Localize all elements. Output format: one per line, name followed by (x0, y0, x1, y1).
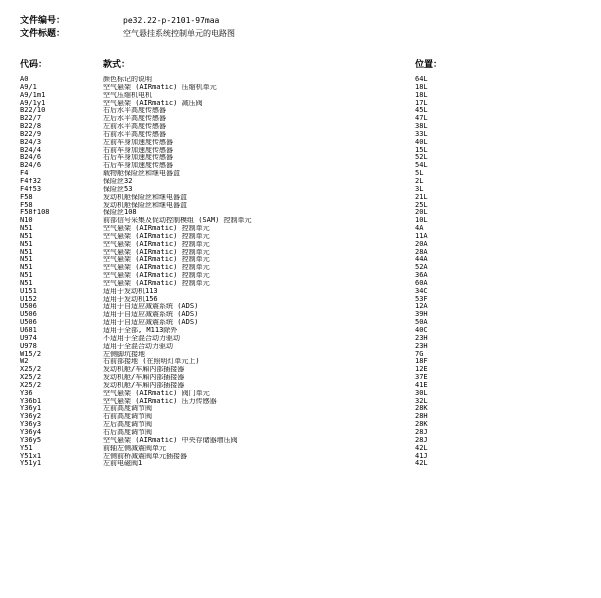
list-item (0, 249, 601, 257)
item-position: 38L (415, 122, 428, 131)
item-description: 前轴左侧减震阀单元 (103, 444, 166, 452)
item-code: B22/8 (20, 123, 42, 131)
item-position: 23H (415, 341, 428, 350)
list-item (0, 264, 601, 272)
item-code: N51 (20, 279, 33, 287)
list-item (0, 327, 601, 335)
item-position: 28K (415, 420, 428, 429)
item-description: 空气压缩机电机 (103, 91, 152, 99)
item-description: 空气悬架 (AIRmatic) 控制单元 (103, 225, 210, 233)
item-position: 12A (415, 302, 428, 311)
item-description: 空气悬架 (AIRmatic) 控制单元 (103, 279, 210, 287)
item-code: F58 (20, 193, 33, 201)
item-description: 空气悬架 (AIRmatic) 控制单元 (103, 248, 210, 256)
item-code: N51 (20, 248, 33, 256)
item-position: 28A (415, 247, 428, 256)
list-item (0, 358, 601, 366)
item-description: 右前部接地 (在照明灯单元上) (103, 358, 200, 366)
list-item (0, 186, 601, 194)
item-description: 空气悬架 (AIRmatic) 压力传感器 (103, 397, 217, 405)
list-item (0, 429, 601, 437)
item-code: A0 (20, 76, 29, 83)
list-item (0, 194, 601, 202)
item-description: 保险丝108 (103, 209, 137, 217)
item-description: 左前车身加速度传感器 (103, 138, 173, 146)
item-code: N51 (20, 240, 33, 248)
item-description: 右后水平高度传感器 (103, 107, 166, 115)
column-header-position: 位置： (415, 60, 443, 70)
item-description: 发动机舱/车厢内部插接器 (103, 381, 185, 389)
item-position: 17L (415, 98, 428, 107)
list-item (0, 445, 601, 453)
list-item (0, 343, 601, 351)
item-description: 适用于全混合动力驱动 (103, 342, 173, 350)
item-description: 发动机舱/车厢内部插接器 (103, 366, 185, 374)
item-description: 右后高度调节阀 (103, 428, 152, 436)
list-item (0, 92, 601, 100)
column-header-description: 款式： (103, 60, 131, 70)
item-code: B24/6 (20, 162, 42, 170)
item-position: 25L (415, 200, 428, 209)
item-code: B22/9 (20, 130, 42, 138)
list-item (0, 123, 601, 131)
item-code: F4f32 (20, 177, 42, 185)
list-item (0, 460, 601, 468)
item-position: 41J (415, 451, 428, 460)
item-description: 左前高度调节阀 (103, 405, 152, 413)
item-position: 47L (415, 114, 428, 123)
item-code: Y51x1 (20, 452, 42, 460)
item-description: 空气悬架 (AIRmatic) 控制单元 (103, 232, 210, 240)
list-item (0, 296, 601, 304)
item-position: 32L (415, 396, 428, 405)
item-position: 50A (415, 318, 428, 327)
list-item (0, 366, 601, 374)
component-list (0, 76, 601, 468)
item-position: 4A (415, 224, 424, 233)
item-code: A9/1m1 (20, 91, 46, 99)
item-position: 40C (415, 326, 428, 334)
file-title-row (20, 28, 235, 39)
list-item (0, 374, 601, 382)
item-code: Y36y5 (20, 436, 42, 444)
item-description: 发动机舱保险丝和继电器盒 (103, 201, 187, 209)
item-position: 42L (415, 443, 428, 452)
item-description: 适用于自适应减震系统 (ADS) (103, 303, 199, 311)
list-item (0, 453, 601, 461)
item-position: 52A (415, 263, 428, 272)
list-item (0, 413, 601, 421)
item-description: 右后车身加速度传感器 (103, 154, 173, 162)
item-code: N51 (20, 232, 33, 240)
item-description: 不适用于全混合动力驱动 (103, 334, 180, 342)
item-code: W15/2 (20, 350, 42, 358)
list-item (0, 382, 601, 390)
item-description: 保险丝53 (103, 185, 133, 193)
item-code: U978 (20, 342, 37, 350)
list-item (0, 390, 601, 398)
file-number-value: pe32.22-p-2101-97maa (123, 16, 220, 25)
item-description: 左后高度调节阀 (103, 421, 152, 429)
item-code: A9/1 (20, 83, 37, 91)
list-item (0, 139, 601, 147)
item-description: 适用于发动机156 (103, 295, 158, 303)
item-code: Y36y1 (20, 405, 42, 413)
item-code: U506 (20, 303, 37, 311)
item-code: U152 (20, 295, 37, 303)
item-position: 53F (415, 294, 428, 303)
item-description: 空气悬架 (AIRmatic) 控制单元 (103, 256, 210, 264)
item-code: B24/4 (20, 146, 42, 154)
list-item (0, 405, 601, 413)
list-item (0, 162, 601, 170)
item-code: B22/7 (20, 115, 42, 123)
item-code: B22/10 (20, 107, 46, 115)
item-description: 发动机舱保险丝和继电器盒 (103, 193, 187, 201)
list-item (0, 311, 601, 319)
item-position: 28K (415, 404, 428, 413)
list-item (0, 170, 601, 178)
item-code: W2 (20, 358, 29, 366)
item-code: U974 (20, 334, 37, 342)
item-description: 空气悬架 (AIRmatic) 控制单元 (103, 240, 210, 248)
item-position: 37E (415, 373, 428, 382)
item-description: 空气悬架 (AIRmatic) 阀门单元 (103, 389, 210, 397)
list-item (0, 100, 601, 108)
item-code: N51 (20, 272, 33, 280)
item-description: 适用于全部, M113除外 (103, 327, 178, 334)
item-code: Y51y1 (20, 460, 42, 468)
item-code: N10 (20, 217, 33, 225)
item-position: 36A (415, 271, 428, 280)
item-code: Y36y4 (20, 428, 42, 436)
item-code: F58 (20, 201, 33, 209)
list-item (0, 421, 601, 429)
item-description: 空气悬架 (AIRmatic) 控制单元 (103, 272, 210, 280)
list-item (0, 217, 601, 225)
item-description: 左后水平高度传感器 (103, 115, 166, 123)
file-title-label: 文件标题： (20, 29, 66, 39)
item-code: U506 (20, 319, 37, 327)
item-position: 41E (415, 380, 428, 389)
item-description: 适用于自适应减震系统 (ADS) (103, 311, 199, 319)
item-code: Y51 (20, 444, 33, 452)
item-code: F4f53 (20, 185, 42, 193)
item-position: 34C (415, 286, 428, 295)
item-description: 右前高度调节阀 (103, 413, 152, 421)
list-item (0, 84, 601, 92)
item-description: 左前水平高度传感器 (103, 123, 166, 131)
list-item (0, 154, 601, 162)
item-position: 12E (415, 365, 428, 374)
item-description: 空气悬架 (AIRmatic) 减压阀 (103, 99, 203, 107)
item-description: 右前车身加速度传感器 (103, 146, 173, 154)
list-item (0, 272, 601, 280)
item-code: Y36 (20, 389, 33, 397)
item-position: 20L (415, 208, 428, 217)
list-item (0, 398, 601, 406)
list-item (0, 280, 601, 288)
item-code: A9/1y1 (20, 99, 46, 107)
list-item (0, 351, 601, 359)
item-position: 30L (415, 388, 428, 397)
file-number-row (20, 15, 219, 26)
item-position: 18L (415, 90, 428, 99)
item-code: B24/6 (20, 154, 42, 162)
list-item (0, 437, 601, 445)
item-position: 10L (415, 216, 428, 225)
item-position: 33L (415, 129, 428, 138)
item-position: 54L (415, 161, 428, 170)
item-code: U506 (20, 311, 37, 319)
item-position: 60A (415, 278, 428, 287)
item-description: 右前水平高度传感器 (103, 130, 166, 138)
item-code: N51 (20, 256, 33, 264)
item-position: 45L (415, 106, 428, 115)
item-code: X25/2 (20, 366, 42, 374)
item-description: 适用于发动机113 (103, 287, 158, 295)
item-code: U681 (20, 327, 37, 334)
list-item (0, 256, 601, 264)
item-position: 15L (415, 145, 428, 154)
item-description: 载物舱保险丝和继电器盒 (103, 170, 180, 178)
item-description: 保险丝32 (103, 177, 133, 185)
item-position: 28H (415, 412, 428, 421)
item-position: 7G (415, 349, 424, 358)
list-item (0, 76, 601, 84)
item-code: Y36b1 (20, 397, 42, 405)
item-position: 21L (415, 192, 428, 201)
item-position: 64L (415, 75, 428, 83)
list-item (0, 202, 601, 210)
list-item (0, 335, 601, 343)
item-code: X25/2 (20, 381, 42, 389)
item-code: Y36y3 (20, 421, 42, 429)
item-position: 18L (415, 82, 428, 91)
item-position: 28J (415, 435, 428, 444)
item-code: N51 (20, 225, 33, 233)
item-position: 18F (415, 357, 428, 366)
item-code: B24/3 (20, 138, 42, 146)
item-position: 40L (415, 137, 428, 146)
list-item (0, 107, 601, 115)
list-item (0, 147, 601, 155)
item-description: 颜色标记的说明 (103, 76, 152, 83)
item-position: 2L (415, 176, 424, 185)
item-description: 发动机舱/车厢内部插接器 (103, 374, 185, 382)
item-code: Y36y2 (20, 413, 42, 421)
item-position: 3L (415, 184, 424, 193)
item-code: F58f108 (20, 209, 50, 217)
item-code: U151 (20, 287, 37, 295)
list-item (0, 303, 601, 311)
list-item (0, 241, 601, 249)
list-item (0, 288, 601, 296)
item-position: 39H (415, 310, 428, 319)
item-position: 20A (415, 239, 428, 248)
item-description: 前部信号采集及促动控制模组 (SAM) 控制单元 (103, 217, 252, 225)
item-position: 5L (415, 169, 424, 178)
item-position: 28J (415, 427, 428, 436)
item-position: 11A (415, 231, 428, 240)
item-position: 42L (415, 459, 428, 468)
list-item (0, 225, 601, 233)
item-code: F4 (20, 170, 29, 178)
list-item (0, 131, 601, 139)
file-number-label: 文件编号： (20, 16, 66, 26)
item-description: 适用于自适应减震系统 (ADS) (103, 319, 199, 327)
item-code: X25/2 (20, 374, 42, 382)
list-item (0, 233, 601, 241)
item-description: 空气悬架 (AIRmatic) 压缩机单元 (103, 83, 217, 91)
item-description: 空气悬架 (AIRmatic) 控制单元 (103, 264, 210, 272)
item-description: 左前电磁阀1 (103, 460, 143, 468)
list-item (0, 178, 601, 186)
item-position: 52L (415, 153, 428, 162)
item-position: 44A (415, 255, 428, 264)
list-item (0, 319, 601, 327)
item-description: 左侧脚坑接地 (103, 350, 145, 358)
item-code: N51 (20, 264, 33, 272)
item-position: 23H (415, 333, 428, 342)
file-title-value: 空气悬挂系统控制单元的电路图 (123, 29, 235, 38)
item-description: 空气悬架 (AIRmatic) 中央存储器增压阀 (103, 436, 238, 444)
item-description: 左侧前桥减震阀单元插接器 (103, 452, 187, 460)
list-item (0, 115, 601, 123)
column-header-code: 代码： (20, 60, 48, 70)
list-item (0, 209, 601, 217)
item-description: 右后车身加速度传感器 (103, 162, 173, 170)
